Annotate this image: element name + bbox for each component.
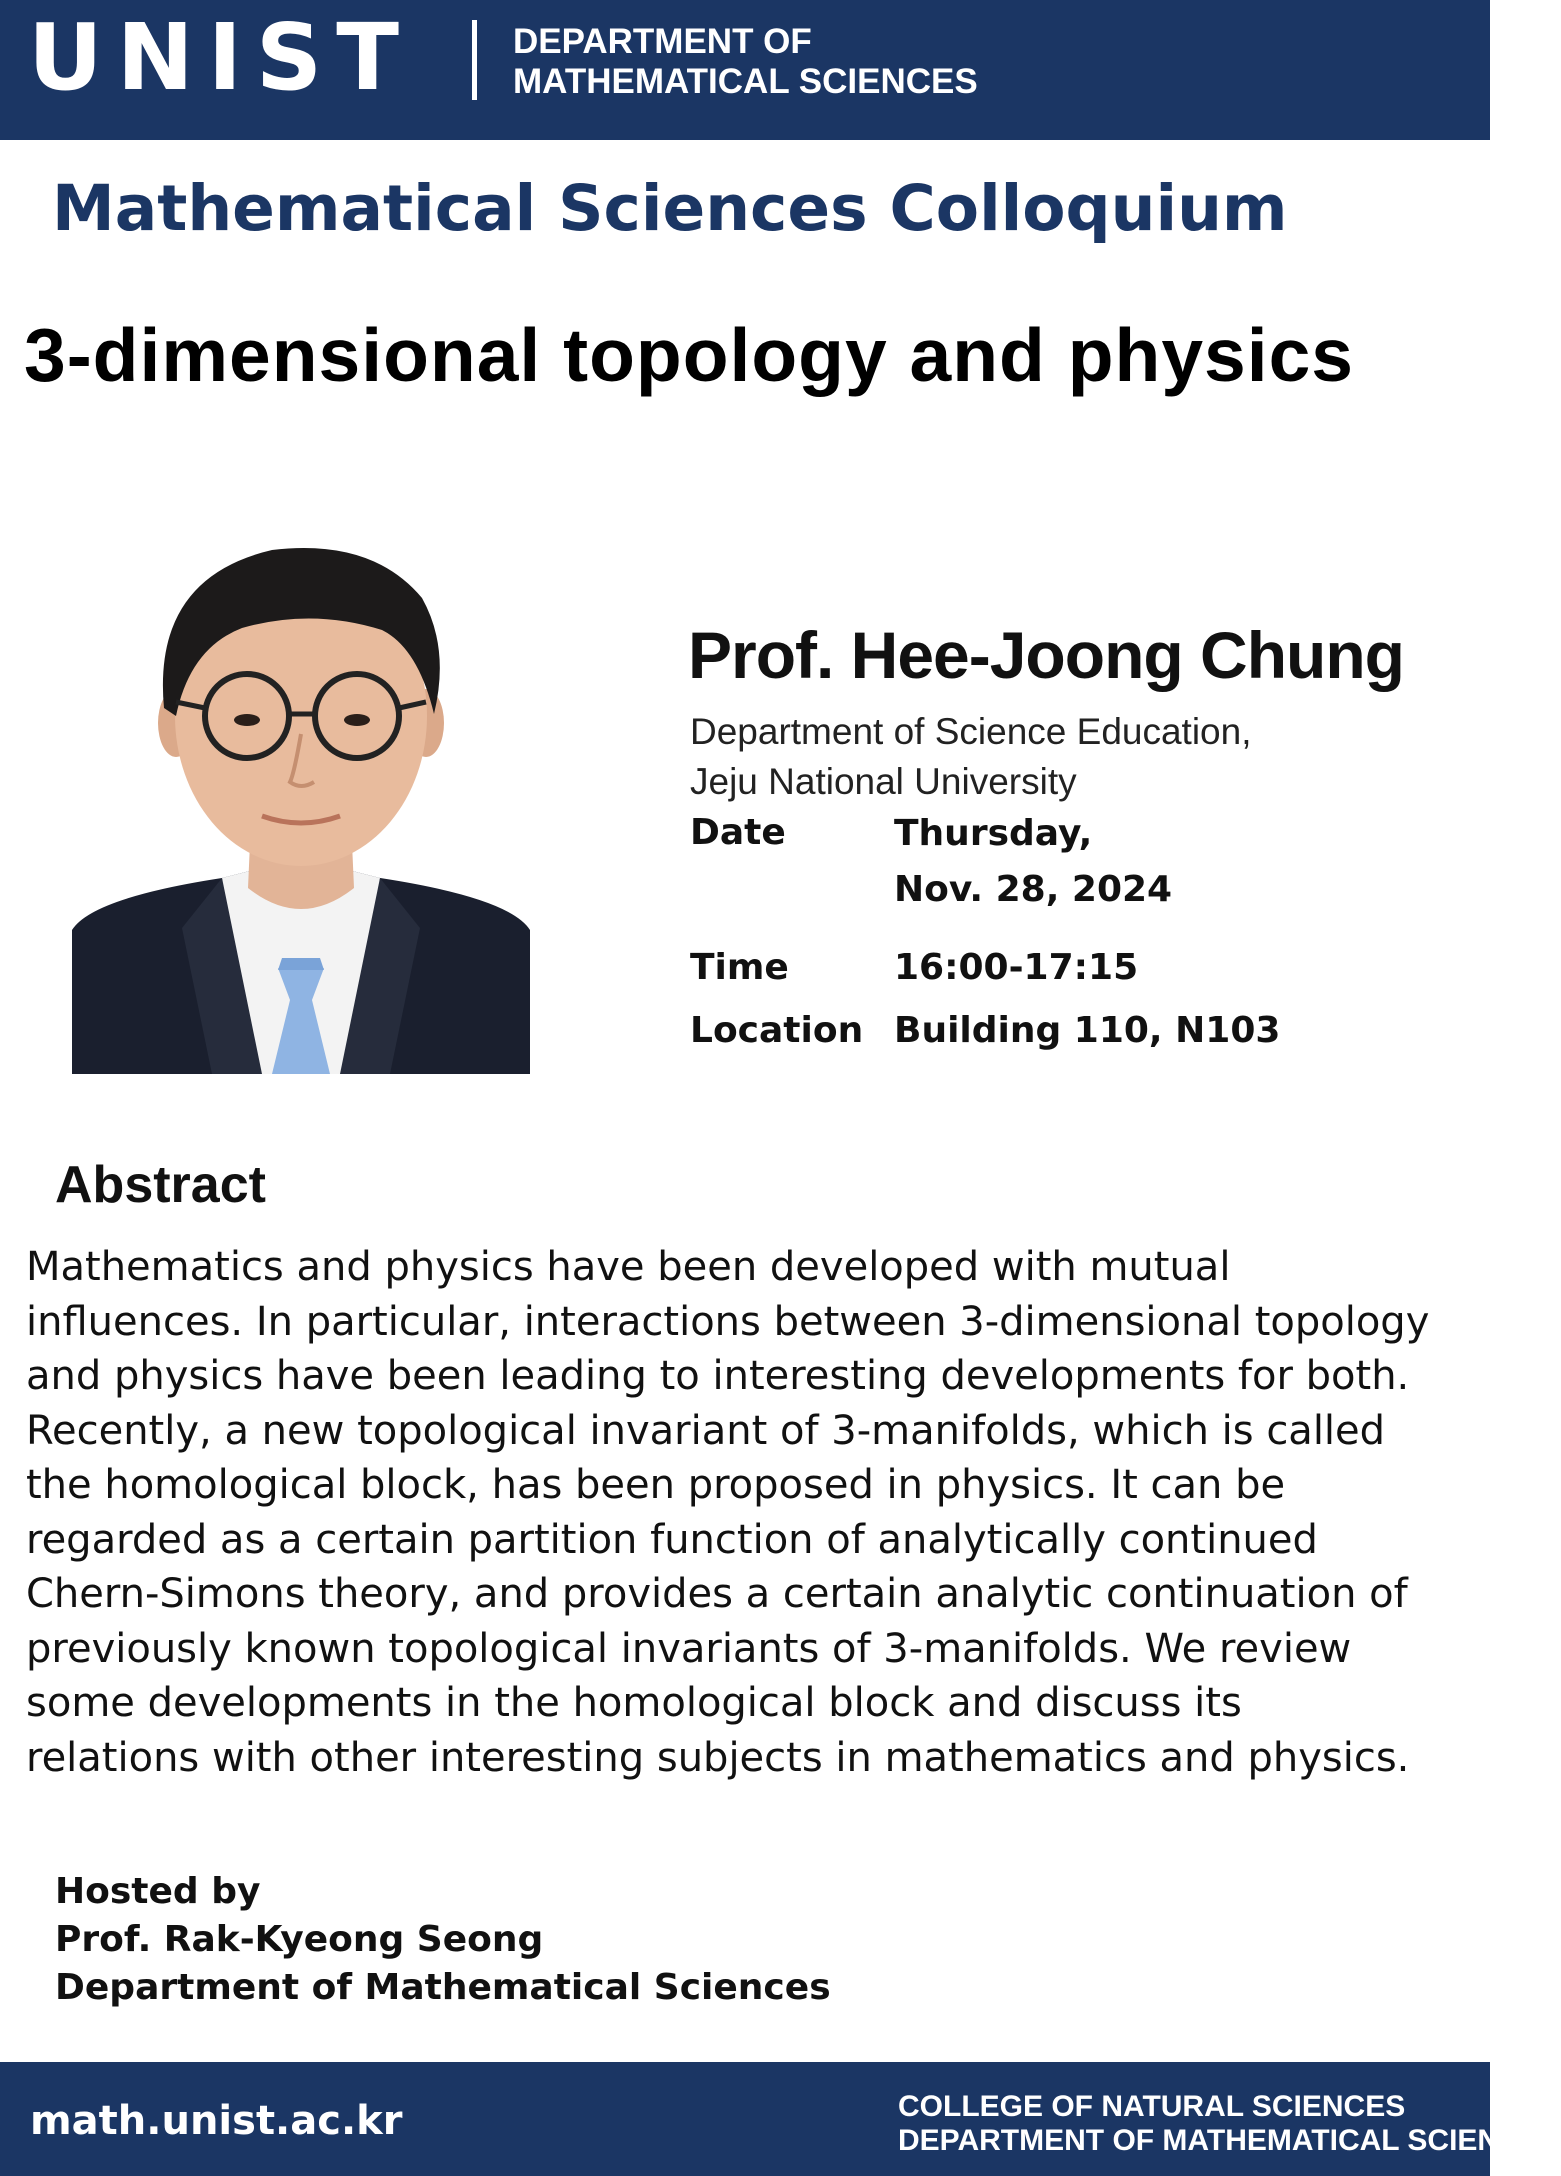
- abstract-line: some developments in the homological block and discuss its: [26, 1680, 1242, 1726]
- location-value: Building 110, N103: [894, 1010, 1281, 1051]
- abstract-line: relations with other interesting subjects in mathematics and physics.: [26, 1734, 1410, 1781]
- unist-logo: [28, 4, 413, 111]
- date-label: Date: [690, 812, 786, 853]
- website-link[interactable]: math.unist.ac.kr: [30, 2098, 403, 2144]
- footer-banner: [0, 2062, 1561, 2176]
- abstract-line: Chern-Simons theory, and provides a certain analytic continuation of: [26, 1571, 1408, 1617]
- footer-org-line-1: COLLEGE OF NATURAL SCIENCES: [898, 2090, 1406, 2123]
- header-divider: [472, 20, 477, 100]
- abstract-line: Recently, a new topological invariant of 3-manifolds, which is called: [26, 1407, 1386, 1454]
- abstract-line: previously known topological invariants of 3-manifolds. We review: [26, 1625, 1352, 1672]
- host-department: Department of Mathematical Sciences: [55, 1967, 831, 2008]
- date-line-2: Nov. 28, 2024: [894, 869, 1173, 910]
- footer-organization: [898, 2090, 1561, 2158]
- abstract-line: the homological block, has been proposed in physics. It can be: [26, 1462, 1286, 1508]
- host-info: [55, 1868, 831, 2012]
- department-name: [513, 22, 1013, 102]
- date-value: [894, 806, 1172, 918]
- logo-text: UNIST: [28, 4, 413, 111]
- speaker-affiliation: [690, 707, 1252, 807]
- abstract-line: and physics have been leading to interesting developments for both.: [26, 1353, 1410, 1399]
- affiliation-line-2: Jeju National University: [690, 761, 1077, 802]
- series-title: Mathematical Sciences Colloquium: [52, 172, 1288, 245]
- host-label: Hosted by: [55, 1871, 261, 1912]
- header-banner: [0, 0, 1490, 140]
- department-line-2: MATHEMATICAL SCIENCES: [513, 62, 978, 101]
- talk-title: 3-dimensional topology and physics: [24, 313, 1355, 397]
- abstract-line: influences. In particular, interactions between 3-dimensional topology: [26, 1298, 1430, 1345]
- affiliation-line-1: Department of Science Education,: [690, 711, 1252, 752]
- abstract-line: regarded as a certain partition function of analytically continued: [26, 1516, 1318, 1563]
- abstract-body: [26, 1240, 1476, 1785]
- department-line-1: DEPARTMENT OF: [513, 22, 812, 61]
- time-label: Time: [690, 947, 789, 988]
- location-label: Location: [690, 1010, 864, 1051]
- speaker-photo: [72, 538, 530, 1074]
- footer-org-line-2: DEPARTMENT OF MATHEMATICAL SCIENCES: [898, 2124, 1561, 2157]
- date-line-1: Thursday,: [894, 813, 1093, 854]
- time-value: 16:00-17:15: [894, 947, 1139, 988]
- speaker-name: Prof. Hee-Joong Chung: [688, 618, 1404, 692]
- host-name: Prof. Rak-Kyeong Seong: [55, 1919, 544, 1960]
- abstract-line: Mathematics and physics have been developed with mutual: [26, 1244, 1231, 1290]
- speaker-portrait-illustration: [72, 538, 530, 1074]
- abstract-heading: Abstract: [55, 1156, 266, 1214]
